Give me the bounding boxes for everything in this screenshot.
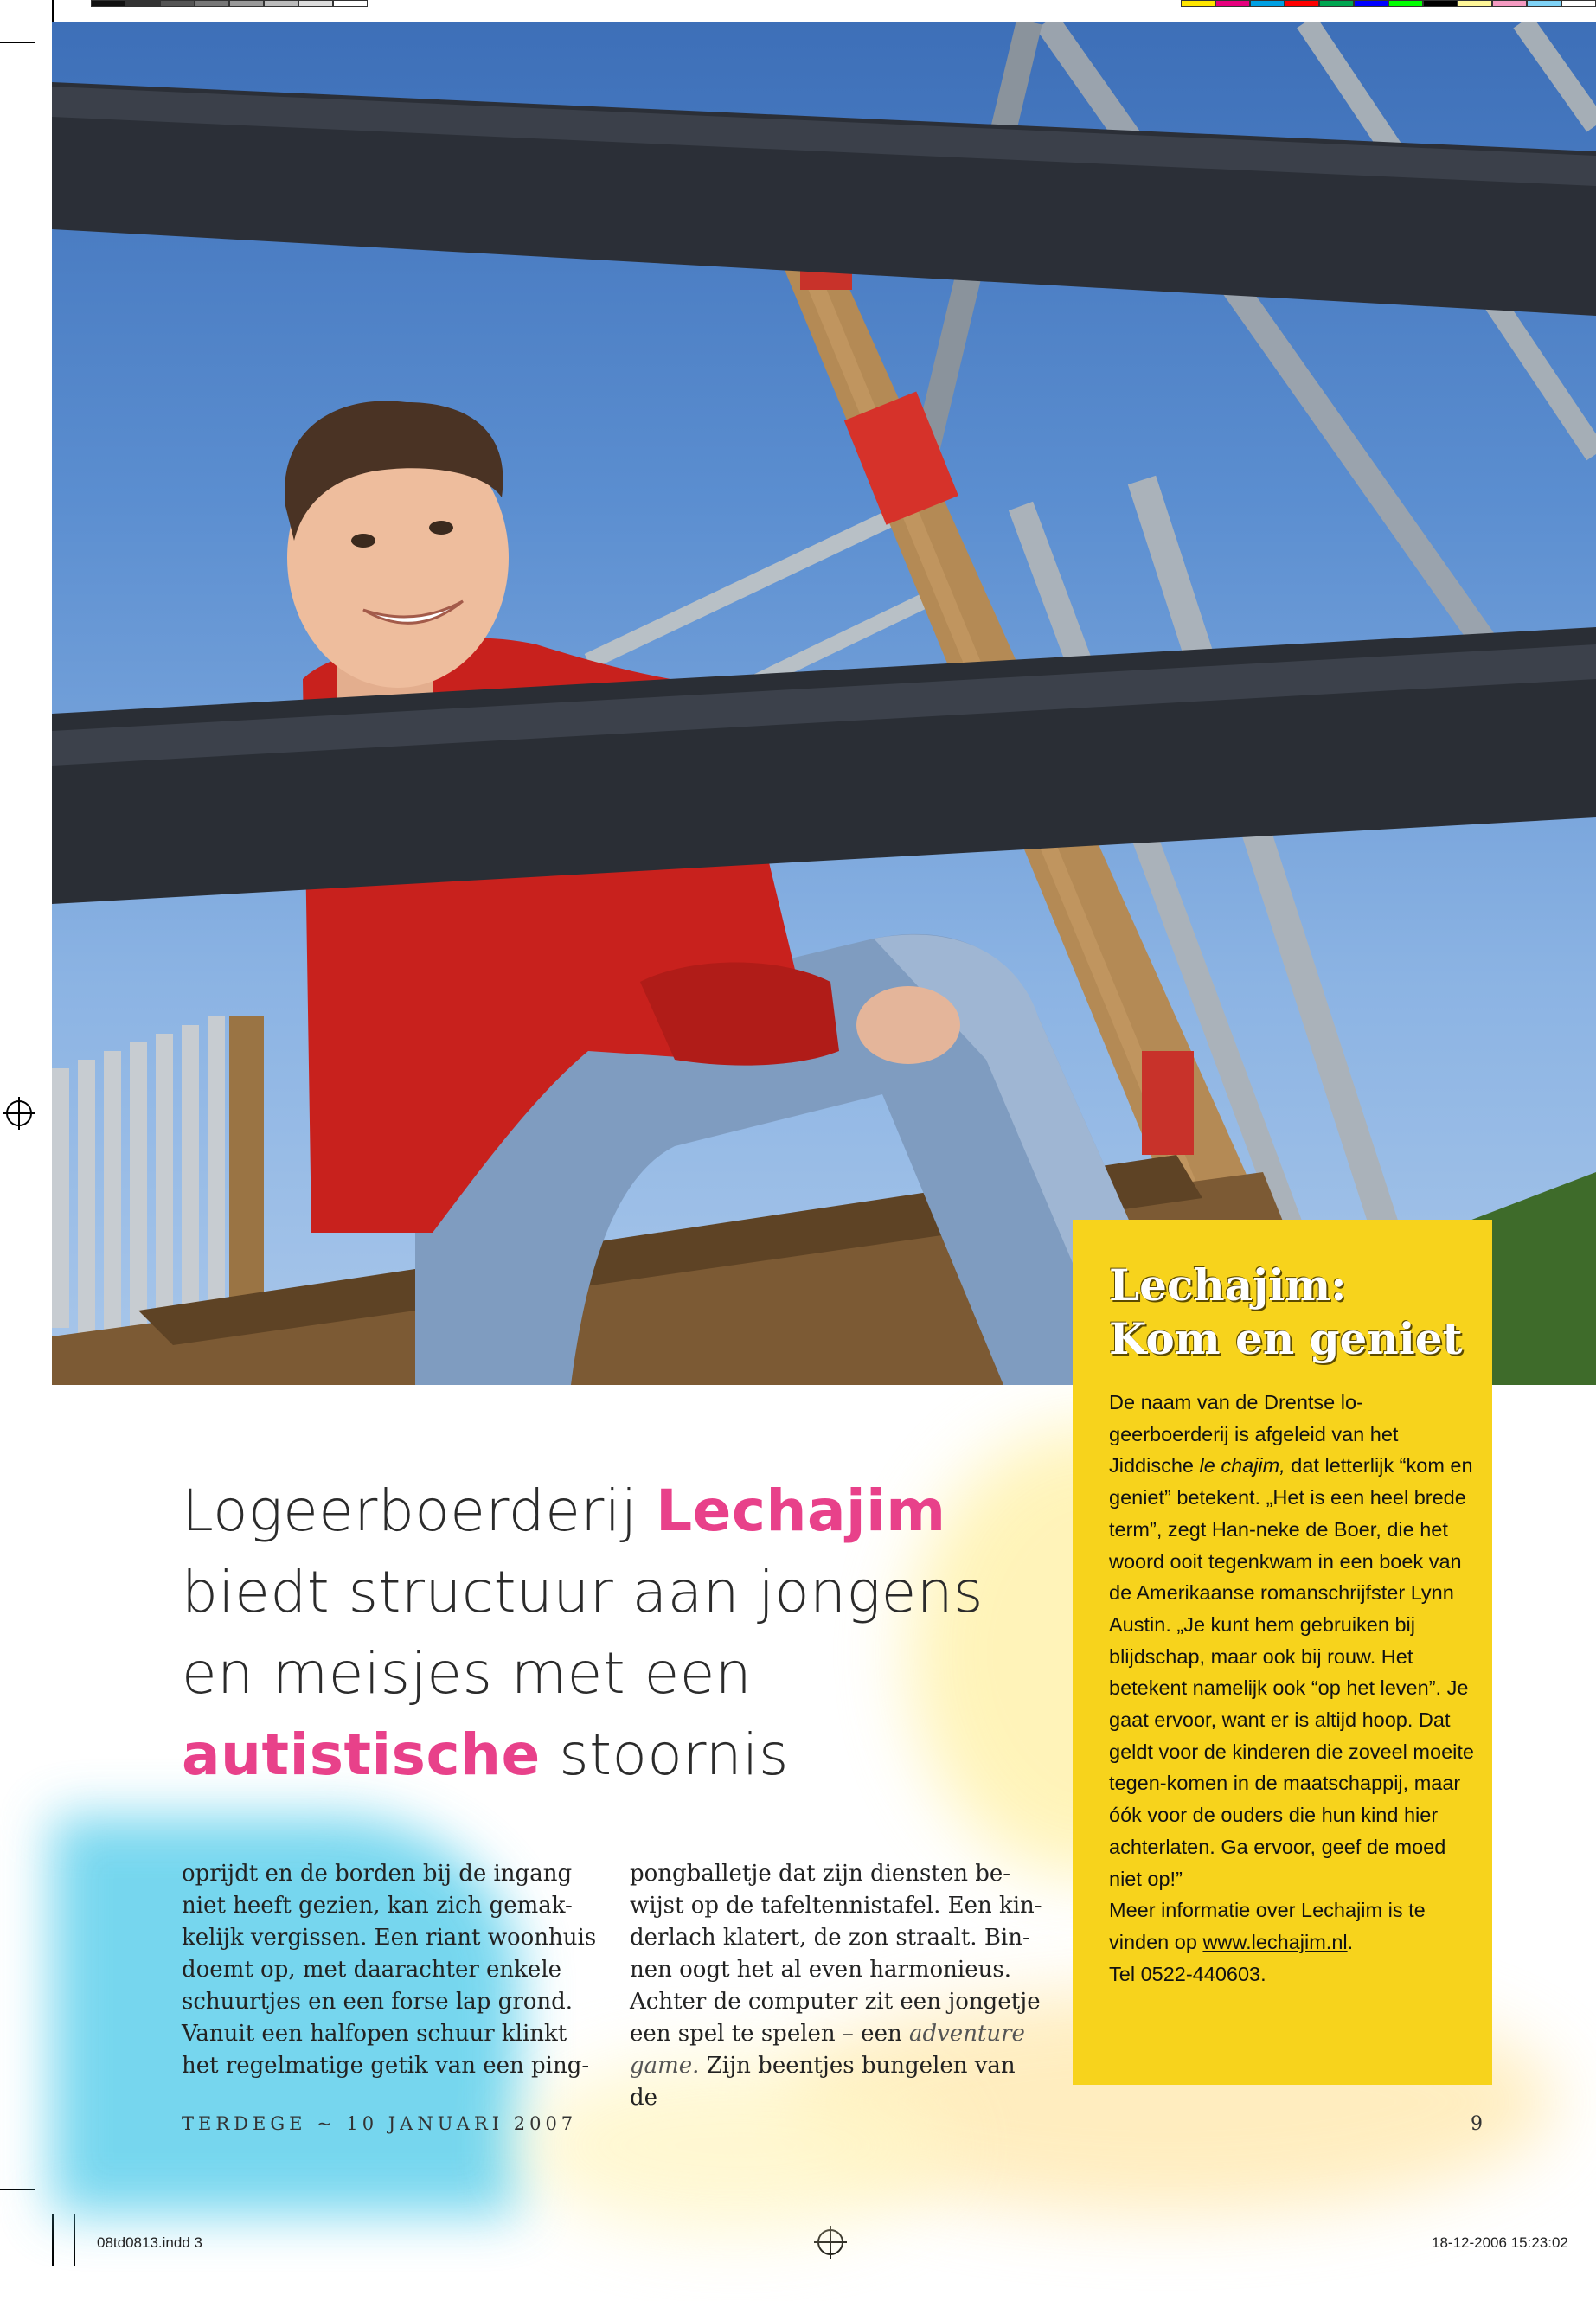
sidebar-paragraph: dat letterlijk “kom en geniet” betekent. „Het is een heel brede term”, zegt Han-neke de Boer, die het woord ooit tegenkwam in een boek van de Amerikaanse romanschrijfster Lynn Austin. „Je kunt hem gebruiken bij blijdschap, maar ook bij rouw. Het betekent namelijk ook “op het leven”. Je gaat ervoor, want er is altijd hoop. Dat geldt voor de kinderen die zoveel moeite tegen-komen in de maatschappij, maar óók voor de ouders die hun kind hier achterlaten. Ga ervoor, geef de moed niet op!” [1109,1454,1474,1890]
playground-illustration [52,22,1596,1385]
headline-highlight: Lechajim [656,1477,946,1544]
headline-text: stoornis [540,1721,789,1788]
body-text: Zijn beentjes bungelen van de [630,2053,1016,2111]
page-number: 9 [1471,2113,1483,2135]
crop-mark [0,42,35,43]
sidebar-paragraph: De naam van de Drentse lo-geerboerderij is afgeleid van het Jiddische [1109,1391,1399,1477]
headline-text: en meisjes met een [182,1640,753,1707]
crop-mark [0,2189,35,2190]
sidebar-italic: le chajim, [1199,1454,1285,1477]
color-swatches [1181,0,1596,7]
slug-datetime: 18-12-2006 15:23:02 [1432,2234,1568,2251]
sidebar-phone: Tel 0522-440603. [1109,1962,1266,1985]
registration-mark [6,1100,32,1126]
sidebar-title [1109,1259,1490,1366]
article-headline [182,1471,1047,1796]
website-link[interactable]: www.lechajim.nl [1202,1930,1348,1953]
headline-text: Logeerboerderij [182,1477,657,1544]
publication-footer: TERDEGE ~ 10 JANUARI 2007 [182,2113,578,2134]
sidebar-info: . [1347,1930,1354,1953]
crop-mark [52,2214,54,2266]
sidebar-text [1109,1387,1477,1990]
sidebar-title-line: Kom en geniet [1109,1313,1463,1364]
crop-mark [52,0,54,22]
registration-mark [817,2229,843,2255]
crop-mark [74,2214,75,2266]
sidebar-info: Meer informatie over Lechajim is te vinden op [1109,1899,1426,1953]
slug-filename: 08td0813.indd 3 [97,2234,202,2251]
sidebar-title-line: Lechajim: [1109,1259,1347,1311]
body-column-2 [630,1858,1045,2114]
body-italic: adventure game. [630,2021,1025,2079]
hero-photo [52,22,1596,1385]
headline-text: biedt structuur aan jongens [182,1559,984,1625]
headline-highlight: autistische [182,1721,541,1788]
grayscale-swatches [91,0,368,7]
body-text: pongballetje dat zijn diensten be-wijst op de tafeltennistafel. Een kin-derlach klatert, de zon straalt. Bin-nen oogt het al even harmonieus. Achter de computer zit een jongetje een spel te spelen – een [630,1861,1042,2047]
body-column-1: oprijdt en de borden bij de ingang niet heeft gezien, kan zich gemak-kelijk vergissen. Een riant woonhuis doemt op, met daarachter enkele schuurtjes en een forse lap grond. Vanuit een halfopen schuur klinkt het regelmatige getik van een ping- [182,1861,597,2079]
